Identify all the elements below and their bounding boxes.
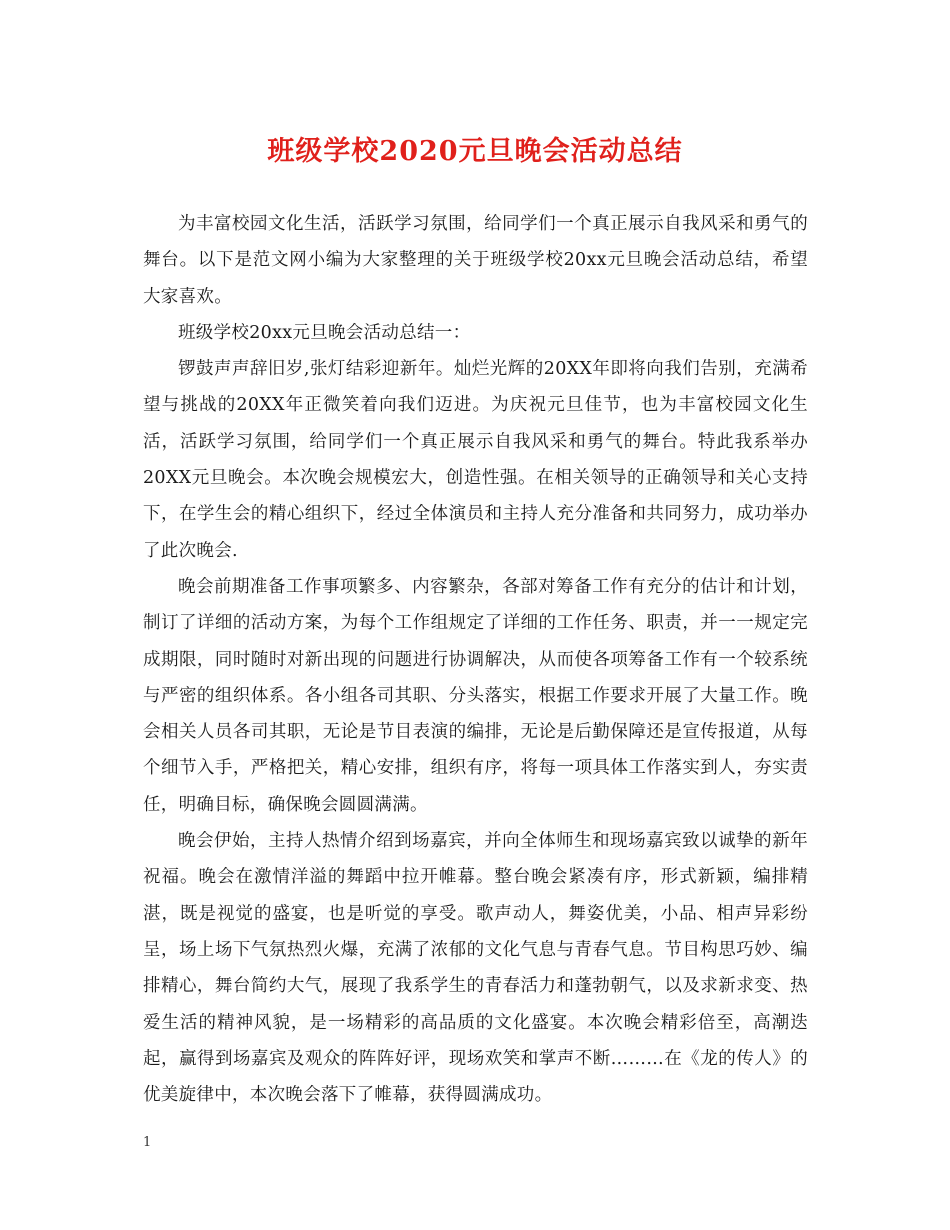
paragraph-section-heading: 班级学校20xx元旦晚会活动总结一： [178, 322, 471, 343]
paragraph-preparation: 晚会前期准备工作事项繁多、内容繁杂，各部对筹备工作有充分的估计和计划，制订了详细的活动方案，为每个工作组规定了详细的工作任务、职责，并一一规定完成期限，同时随时对新出现的问题进行协调解决，从而使各项筹备工作有一个较系统与严密的组织体系。各小组各司其职、分头落实，根据工作要求开展了大量工作。晚会相关人员各司其职，无论是节目表演的编排，无论是后勤保障还是宣传报道，从每个细节入手，严格把关，精心安排，组织有序，将每一项具体工作落实到人，夯实责任，明确目标，确保晚会圆圆满满。 [143, 576, 808, 815]
paragraph-intro: 为丰富校园文化生活，活跃学习氛围，给同学们一个真正展示自我风采和勇气的舞台。以下是范文网小编为大家整理的关于班级学校20xx元旦晚会活动总结，希望大家喜欢。 [143, 214, 808, 307]
page-number: 1 [143, 1135, 152, 1150]
document-body [143, 206, 808, 1113]
paragraph-performance: 晚会伊始，主持人热情介绍到场嘉宾，并向全体师生和现场嘉宾致以诚挚的新年祝福。晚会在激情洋溢的舞蹈中拉开帷幕。整台晚会紧凑有序，形式新颖，编排精湛，既是视觉的盛宴，也是听觉的享受。歌声动人，舞姿优美，小品、相声异彩纷呈，场上场下气氛热烈火爆，充满了浓郁的文化气息与青春气息。节目构思巧妙、编排精心，舞台简约大气，展现了我系学生的青春活力和蓬勃朝气，以及求新求变、热爱生活的精神风貌，是一场精彩的高品质的文化盛宴。本次晚会精彩倍至，高潮迭起，赢得到场嘉宾及观众的阵阵好评，现场欢笑和掌声不断………在《龙的传人》的优美旋律中，本次晚会落下了帷幕，获得圆满成功。 [143, 831, 808, 1106]
document-title: 班级学校2020元旦晚会活动总结 [267, 136, 683, 167]
paragraph-opening: 锣鼓声声辞旧岁,张灯结彩迎新年。灿烂光辉的20XX年即将向我们告别，充满希望与挑战的20XX年正微笑着向我们迈进。为庆祝元旦佳节，也为丰富校园文化生活，活跃学习氛围，给同学们一个真正展示自我风采和勇气的舞台。特此我系举办20XX元旦晚会。本次晚会规模宏大，创造性强。在相关领导的正确领导和关心支持下，在学生会的精心组织下，经过全体演员和主持人充分准备和共同努力，成功举办了此次晚会. [143, 359, 808, 561]
